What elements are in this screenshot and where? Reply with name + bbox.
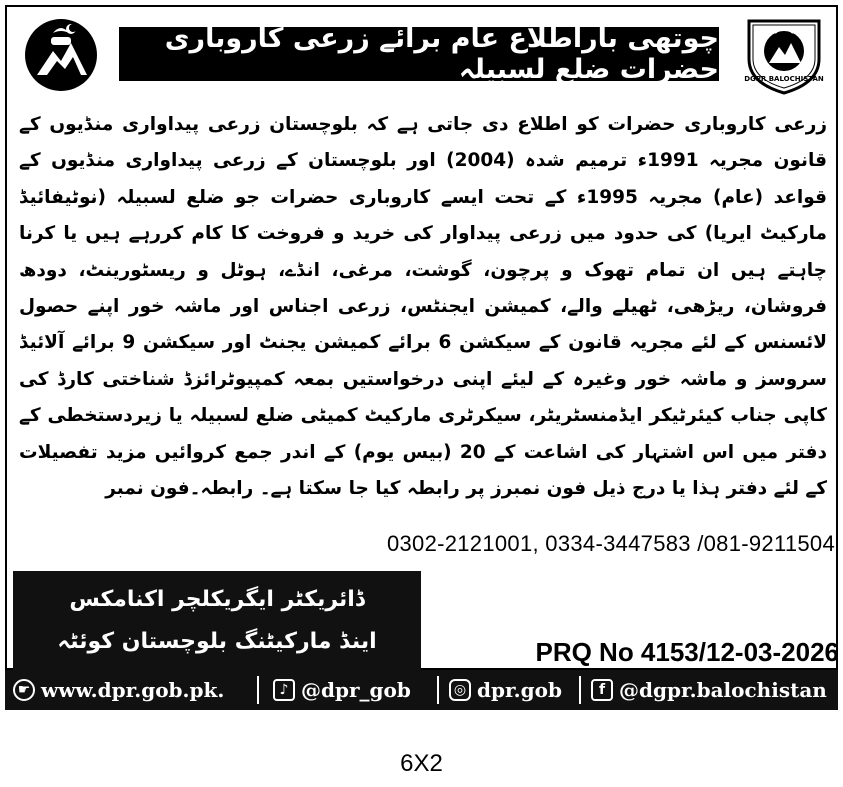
prq-number: PRQ No 4153/12-03-2026 [535, 637, 839, 667]
facebook-link[interactable] [591, 670, 827, 710]
website-text: www.dpr.gob.pk. [41, 678, 225, 702]
social-footer [5, 670, 838, 710]
signature-block [13, 571, 421, 671]
hand-pointer-icon: ☛ [13, 679, 35, 701]
ad-size-label: 6X2 [400, 750, 443, 777]
instagram-icon: ◎ [449, 679, 471, 701]
signature-line-2: اینڈ مارکیٹنگ بلوچستان کوئٹہ [57, 629, 377, 654]
balochistan-emblem-icon [19, 11, 103, 95]
twitter-handle: @dpr_gob [301, 678, 411, 702]
instagram-handle: dpr.gob [477, 678, 562, 702]
twitter-bird-icon: ♪ [273, 679, 295, 701]
right-logo-text: DGPR BALOCHISTAN [744, 75, 824, 83]
notice-title: چوتھی باراطلاع عام برائے زرعی کاروباری حضرات ضلع لسبیلہ [119, 27, 719, 81]
notice-body: زرعی کاروباری حضرات کو اطلاع دی جاتی ہے کہ بلوچستان زرعی پیداواری منڈیوں کے قانون مجریہ 1991ء ترمیم شدہ (2004) اور بلوچستان کے زرعی پیداواری منڈیوں کے قواعد (عام) مجریہ 1995ء کے تحت ایسے کاروباری حضرات جو ضلع لسبیلہ (نوٹیفائیڈ مارکیٹ ایریا) کی حدود میں زرعی پیداوار کی خرید و فروخت کا کام کررہے ہیں یا کرنا چاہتے ہیں ان تمام تھوک و پرچون، گوشت، مرغی، انڈے، ہوٹل و ریسٹورینٹ، دودھ فروشان، ریڑھی، ٹھیلے والے، کمیشن ایجنٹس، زرعی اجناس اور ماشہ خور اپنے حصول لائسنس کے لئے مجریہ قانون کے سیکشن 6 برائے کمیشن یجنٹ اور سیکشن 9 برائے آلائیڈ سروسز و ماشہ خور وغیرہ کے لیئے اپنی درخواستیں بمعہ کمپیوٹرائزڈ شناختی کارڈ کی کاپی جناب کیئرٹیکر ایڈمنسٹریٹر، سیکرٹری مارکیٹ کمیٹی ضلع لسبیلہ یا زیردستخطی کے دفتر میں اس اشتہار کی اشاعت کے 20 (بیس یوم) کے اندر جمع کروائیں مزید تفصیلات کے لئے دفتر ہذا یا درج ذیل فون نمبرز پر رابطہ کیا جا سکتا ہے۔ رابطہ۔فون نمبر [19, 114, 828, 500]
signature-line-1: ڈائریکٹر ایگریکلچر اکنامکس [69, 587, 365, 612]
website-link[interactable] [13, 670, 224, 710]
contact-phones: 0302-2121001, 0334-3447583 /081-9211504 [386, 531, 835, 556]
advertisement-frame [5, 5, 838, 670]
footer-divider [437, 676, 439, 704]
footer-divider [257, 676, 259, 704]
facebook-icon: f [591, 679, 613, 701]
facebook-handle: @dgpr.balochistan [619, 678, 827, 702]
footer-divider [579, 676, 581, 704]
twitter-link[interactable] [273, 670, 411, 710]
dgpr-balochistan-logo [739, 11, 829, 95]
instagram-link[interactable] [449, 670, 562, 710]
header [7, 7, 836, 99]
